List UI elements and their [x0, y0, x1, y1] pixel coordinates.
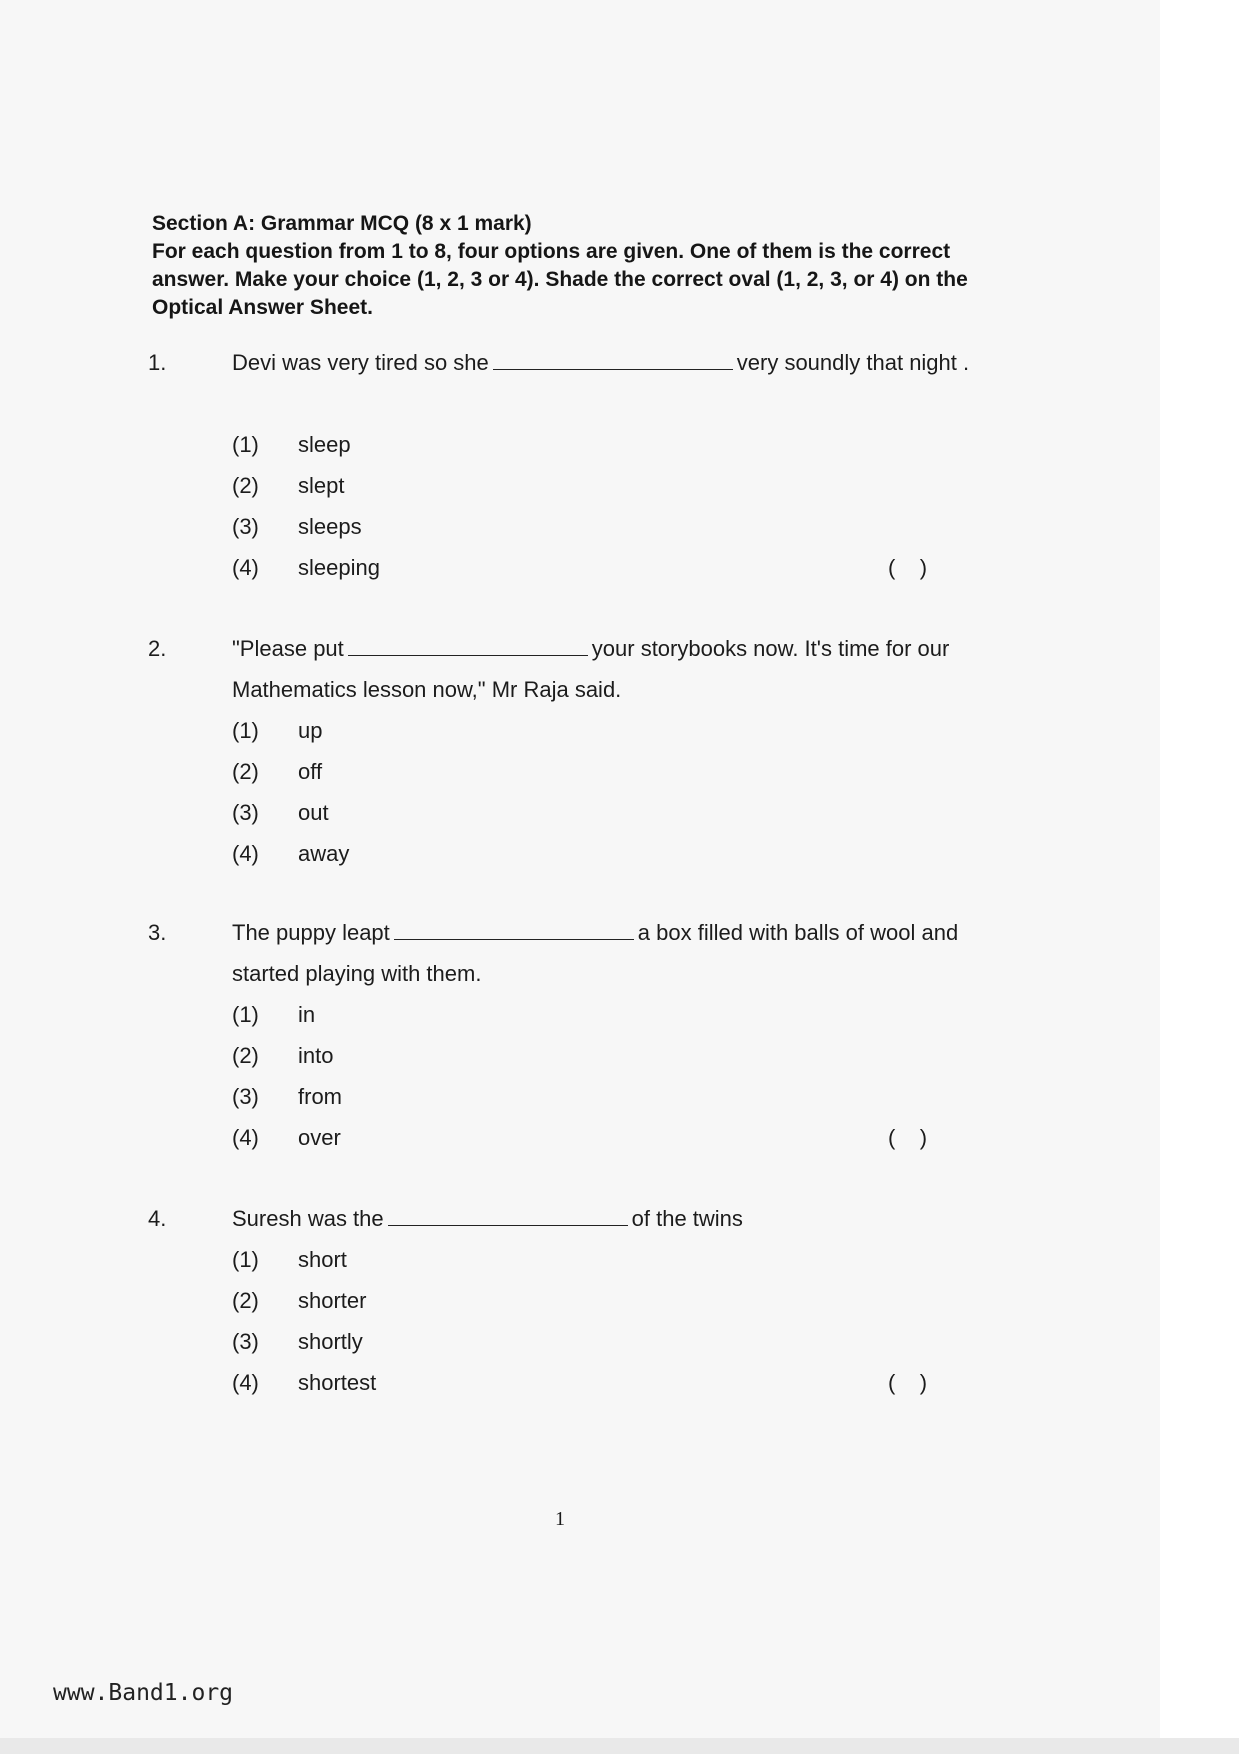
option-text: over: [298, 1125, 341, 1150]
option-number: (2): [232, 473, 259, 498]
option-text: into: [298, 1043, 334, 1068]
option-number: (4): [232, 1125, 259, 1150]
option-number: (4): [232, 841, 259, 866]
stem-after-blank: very soundly that night .: [736, 350, 970, 375]
option-number: (1): [232, 718, 259, 743]
option-number: (1): [232, 432, 259, 457]
question-number: 1.: [148, 350, 167, 375]
answer-blank: [394, 917, 634, 940]
option-text: sleeps: [298, 514, 362, 539]
option-number: (4): [232, 1370, 259, 1395]
question-stem: [232, 1198, 972, 1239]
option-number: (1): [232, 1247, 259, 1272]
option-number: (2): [232, 1288, 259, 1313]
option-number: (3): [232, 1329, 259, 1354]
option-number: (2): [232, 1043, 259, 1068]
options-list: [232, 1247, 792, 1411]
option-text: shortly: [298, 1329, 363, 1354]
question-number: 2.: [148, 636, 167, 661]
option-3: [232, 1084, 792, 1125]
question-number: 3.: [148, 920, 167, 945]
option-number: (3): [232, 514, 259, 539]
question-stem: [232, 342, 972, 383]
option-1: [232, 432, 792, 473]
option-number: (1): [232, 1002, 259, 1027]
stem-after-blank: your storybooks now. It's time for our Mathematics lesson now," Mr Raja said.: [232, 636, 950, 702]
option-text: in: [298, 1002, 316, 1027]
section-instructions: For each question from 1 to 8, four options are given. One of them is the correct answer. Make your choice (1, 2, 3 or 4). Shade the correct oval (1, 2, 3, or 4) on the Optical Answer Sheet.: [152, 240, 968, 319]
options-list: [232, 1002, 792, 1166]
option-text: away: [298, 841, 350, 866]
option-4: [232, 1370, 792, 1411]
option-text: out: [298, 800, 329, 825]
stem-before-blank: Suresh was the: [232, 1206, 384, 1231]
question-stem: [232, 912, 972, 994]
option-text: sleeping: [298, 555, 380, 580]
option-text: up: [298, 718, 323, 743]
section-title: Section A: Grammar MCQ (8 x 1 mark): [152, 212, 532, 235]
option-text: shortest: [298, 1370, 377, 1395]
option-4: [232, 1125, 792, 1166]
option-number: (3): [232, 800, 259, 825]
stem-before-blank: Devi was very tired so she: [232, 350, 489, 375]
option-text: short: [298, 1247, 347, 1272]
scan-edge: [0, 1738, 1239, 1754]
option-number: (3): [232, 1084, 259, 1109]
answer-blank: [388, 1203, 628, 1226]
option-text: from: [298, 1084, 342, 1109]
option-2: [232, 759, 792, 800]
watermark: www.Band1.org: [53, 1680, 234, 1706]
option-number: (4): [232, 555, 259, 580]
options-list: [232, 432, 792, 596]
section-header: [152, 210, 982, 322]
option-3: [232, 800, 792, 841]
option-3: [232, 514, 792, 555]
option-2: [232, 473, 792, 514]
option-text: off: [298, 759, 323, 784]
answer-blank: [493, 347, 733, 370]
option-2: [232, 1288, 792, 1329]
question-number: 4.: [148, 1206, 167, 1231]
answer-bracket: ( ): [888, 1125, 928, 1150]
option-number: (2): [232, 759, 259, 784]
answer-blank: [348, 633, 588, 656]
option-text: slept: [298, 473, 345, 498]
option-1: [232, 1247, 792, 1288]
option-text: sleep: [298, 432, 351, 457]
option-1: [232, 718, 792, 759]
stem-before-blank: The puppy leapt: [232, 920, 390, 945]
answer-bracket: ( ): [888, 1370, 928, 1395]
stem-after-blank: a box filled with balls of wool and started playing with them.: [232, 920, 959, 986]
option-1: [232, 1002, 792, 1043]
option-3: [232, 1329, 792, 1370]
page-number: 1: [555, 1508, 565, 1530]
option-2: [232, 1043, 792, 1084]
question-stem: [232, 628, 972, 710]
option-text: shorter: [298, 1288, 367, 1313]
options-list: [232, 718, 792, 882]
answer-bracket: ( ): [888, 555, 928, 580]
option-4: [232, 555, 792, 596]
option-4: [232, 841, 792, 882]
stem-after-blank: of the twins: [631, 1206, 743, 1231]
stem-before-blank: "Please put: [232, 636, 344, 661]
